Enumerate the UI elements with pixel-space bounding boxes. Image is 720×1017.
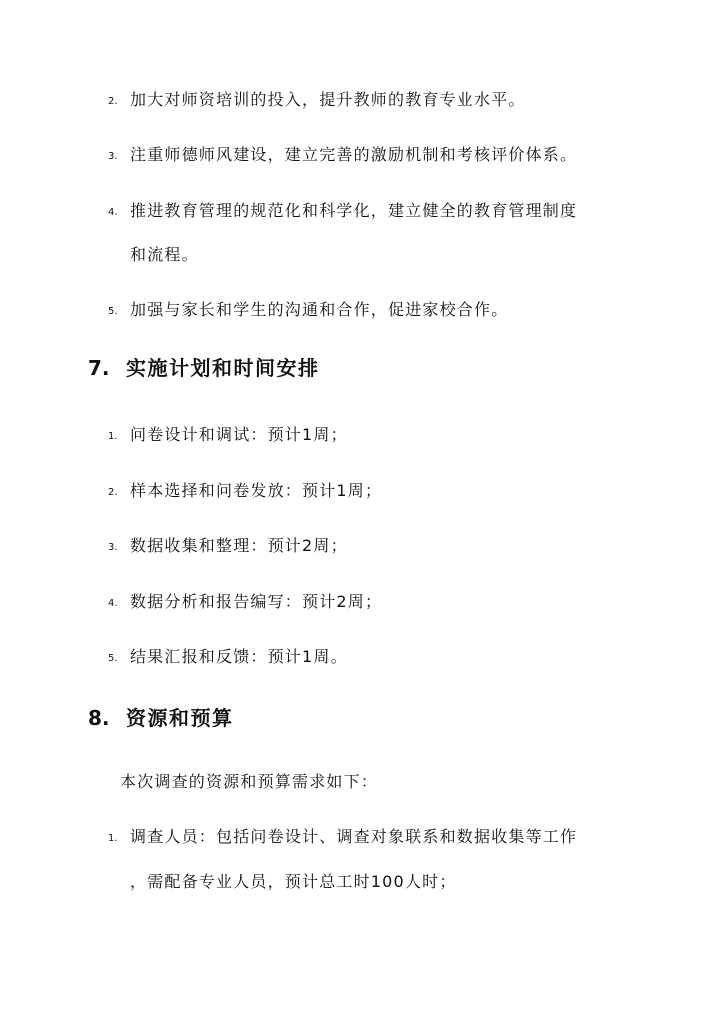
list-text: 调查人员：包括问卷设计、调查对象联系和数据收集等工作 bbox=[130, 827, 578, 846]
section-heading bbox=[88, 356, 320, 380]
section-title: 实施计划和时间安排 bbox=[126, 356, 320, 380]
section-title: 资源和预算 bbox=[126, 706, 234, 730]
list-item bbox=[108, 647, 348, 669]
list-number: 2. bbox=[108, 487, 118, 498]
section-number: 8. bbox=[88, 706, 110, 730]
list-text: 加大对师资培训的投入，提升教师的教育专业水平。 bbox=[130, 90, 526, 109]
section-heading bbox=[88, 706, 234, 730]
list-number: 3. bbox=[108, 542, 118, 553]
list-text: 推进教育管理的规范化和科学化，建立健全的教育管理制度 bbox=[130, 201, 578, 220]
list-number: 1. bbox=[108, 833, 118, 844]
list-text: 结果汇报和反馈：预计1周。 bbox=[130, 647, 348, 666]
list-item bbox=[108, 592, 382, 614]
list-item bbox=[108, 425, 348, 447]
list-number: 4. bbox=[108, 207, 118, 218]
list-number: 5. bbox=[108, 653, 118, 664]
list-number: 2. bbox=[108, 96, 118, 107]
list-text: 注重师德师风建设，建立完善的激励机制和考核评价体系。 bbox=[130, 145, 578, 164]
list-item bbox=[108, 201, 577, 223]
list-text: 加强与家长和学生的沟通和合作，促进家校合作。 bbox=[130, 300, 509, 319]
list-text: 样本选择和问卷发放：预计1周； bbox=[130, 481, 383, 500]
list-text: 数据收集和整理：预计2周； bbox=[130, 536, 348, 555]
list-number: 3. bbox=[108, 151, 118, 162]
list-item bbox=[108, 481, 382, 503]
list-item bbox=[108, 90, 526, 112]
list-text-continuation: ，需配备专业人员，预计总工时100人时； bbox=[130, 872, 457, 891]
list-number: 4. bbox=[108, 598, 118, 609]
list-item bbox=[108, 300, 508, 322]
list-number: 1. bbox=[108, 431, 118, 442]
list-item bbox=[108, 145, 577, 167]
list-text: 问卷设计和调试：预计1周； bbox=[130, 425, 348, 444]
list-item bbox=[108, 536, 348, 558]
paragraph: 本次调查的资源和预算需求如下： bbox=[120, 772, 379, 791]
section-number: 7. bbox=[88, 356, 110, 380]
list-text: 数据分析和报告编写：预计2周； bbox=[130, 592, 383, 611]
list-number: 5. bbox=[108, 306, 118, 317]
list-item bbox=[108, 827, 577, 849]
list-text-continuation: 和流程。 bbox=[130, 245, 199, 264]
